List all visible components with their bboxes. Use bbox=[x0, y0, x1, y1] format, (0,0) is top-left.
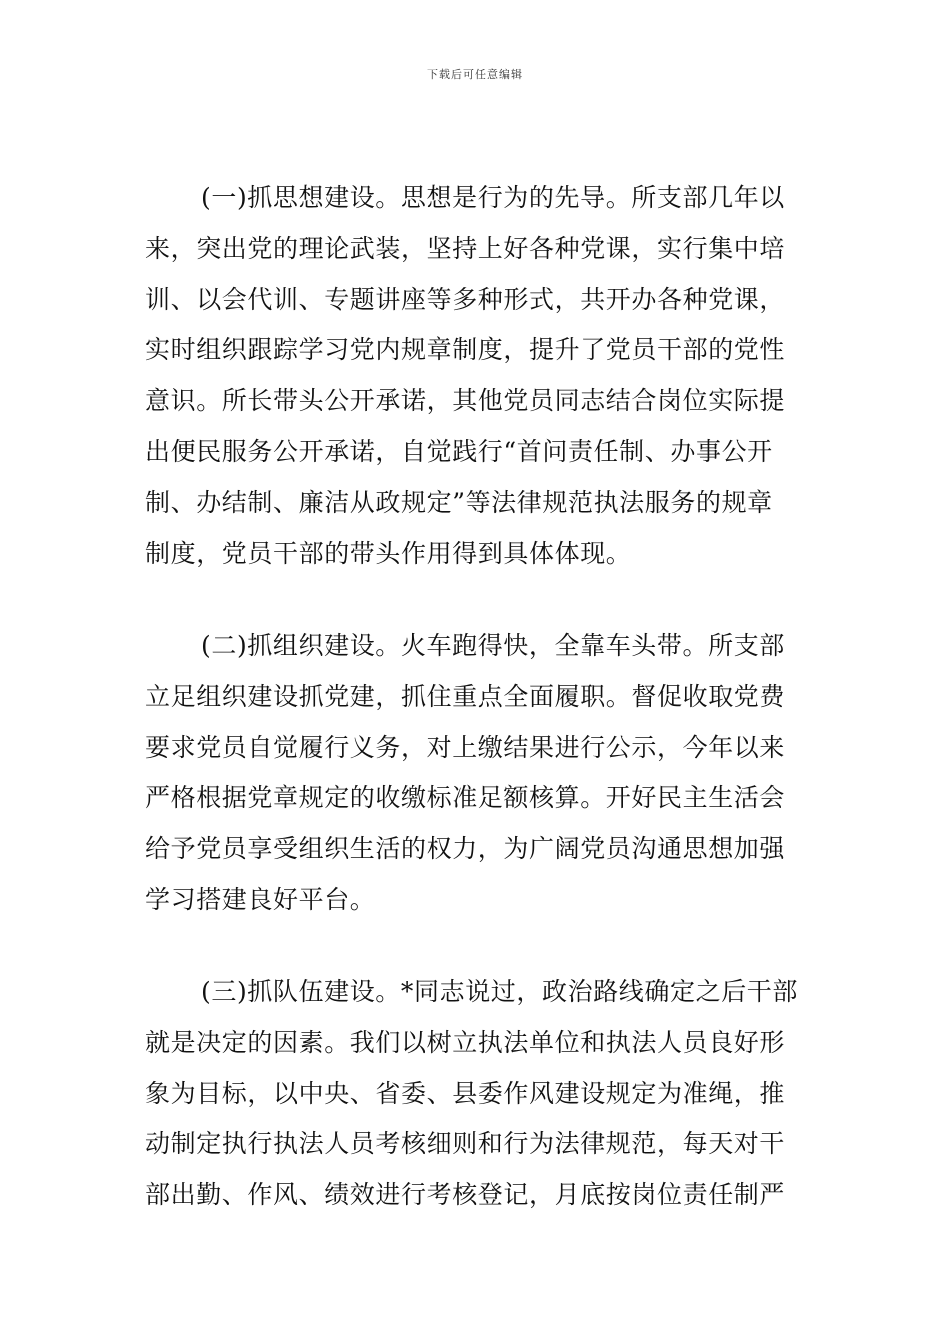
paragraph-line: 出便民服务公开承诺，自觉践行“首问责任制、办事公开 bbox=[145, 436, 773, 466]
paragraph-line: 学习搭建良好平台。 bbox=[145, 884, 376, 914]
paragraph-line: 意识。所长带头公开承诺，其他党员同志结合岗位实际提 bbox=[145, 386, 786, 416]
paragraph-line: 要求党员自觉履行义务，对上缴结果进行公示，今年以来 bbox=[145, 732, 786, 762]
paragraph-line: 立足组织建设抓党建，抓住重点全面履职。督促收取党费 bbox=[145, 681, 786, 711]
paragraph-line: 训、以会代训、专题讲座等多种形式，共开办各种党课， bbox=[145, 284, 786, 314]
paragraph-line: 制度，党员干部的带头作用得到具体体现。 bbox=[145, 538, 632, 568]
page-header-note: 下载后可任意编辑 bbox=[427, 68, 523, 81]
paragraph-line: 象为目标，以中央、省委、县委作风建设规定为准绳，推 bbox=[145, 1078, 786, 1108]
paragraph-line: 动制定执行执法人员考核细则和行为法律规范，每天对干 bbox=[145, 1129, 786, 1159]
paragraph-line: 部出勤、作风、绩效进行考核登记，月底按岗位责任制严 bbox=[145, 1180, 786, 1210]
paragraph-line: 严格根据党章规定的收缴标准足额核算。开好民主生活会 bbox=[145, 783, 786, 813]
paragraph-ideological-building bbox=[145, 173, 807, 579]
paragraph-line: 给予党员享受组织生活的权力，为广阔党员沟通思想加强 bbox=[145, 834, 786, 864]
paragraph-line: (一)抓思想建设。思想是行为的先导。所支部几年以 bbox=[201, 183, 785, 212]
paragraph-line: 就是决定的因素。我们以树立执法单位和执法人员良好形 bbox=[145, 1027, 786, 1057]
paragraph-organization-building bbox=[145, 621, 807, 926]
paragraph-line: (二)抓组织建设。火车跑得快，全靠车头带。所支部 bbox=[201, 631, 785, 660]
paragraph-line: 实时组织跟踪学习党内规章制度，提升了党员干部的党性 bbox=[145, 335, 786, 365]
paragraph-line: 制、办结制、廉洁从政规定”等法律规范执法服务的规章 bbox=[145, 487, 773, 517]
paragraph-team-building bbox=[145, 967, 807, 1221]
paragraph-line: (三)抓队伍建设。*同志说过，政治路线确定之后干部 bbox=[201, 977, 799, 1006]
paragraph-line: 来，突出党的理论武装，坚持上好各种党课，实行集中培 bbox=[145, 233, 786, 263]
